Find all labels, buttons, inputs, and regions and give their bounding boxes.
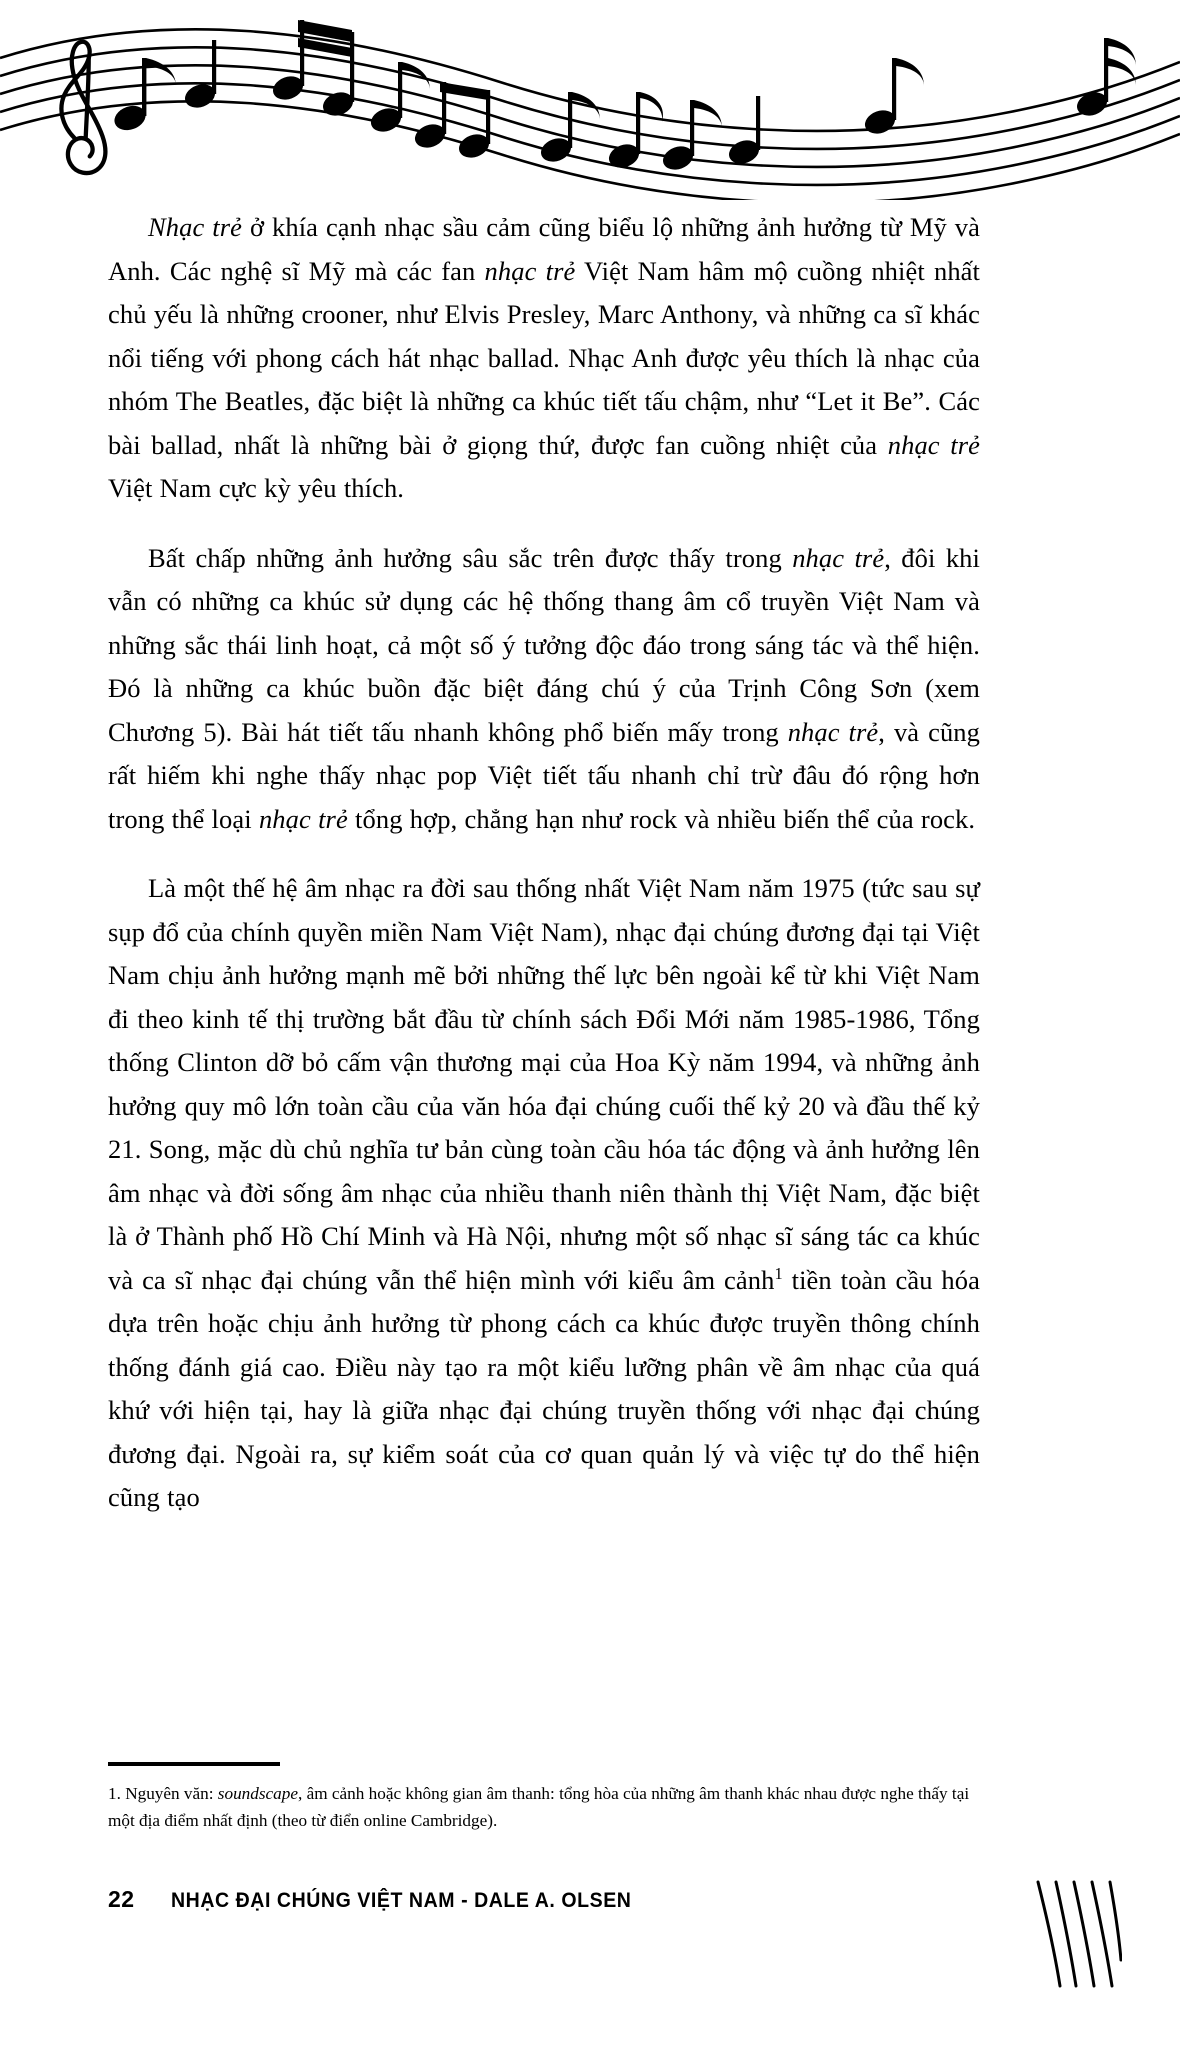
italic-run: nhạc trẻ: [484, 255, 576, 286]
text-run: Việt Nam cực kỳ yêu thích.: [108, 473, 405, 503]
page-footer: [108, 1886, 980, 1913]
italic-run: Nhạc trẻ: [148, 212, 243, 242]
page-number: 22: [108, 1886, 135, 1912]
eighth-note-icon: [862, 58, 924, 138]
text-run: , âm cảnh hoặc không gian âm thanh: tổng hòa của những âm thanh khác nhau được nghe thấy tại một địa điểm nhất định (theo từ điển online Cambridge).: [108, 1784, 970, 1830]
text-run: tiền toàn cầu hóa dựa trên hoặc chịu ảnh hưởng từ phong cách ca khúc được truyền thông chính thống đánh giá cao. Điều này tạo ra một kiểu lưỡng phân về âm nhạc của quá khứ với hiện tại, hay là giữa nhạc đại chúng truyền thống với nhạc đại chúng đương đại. Ngoài ra, sự kiểm soát của cơ quan quản lý và việc tự do thể hiện cũng tạo: [108, 1264, 980, 1512]
footnote-divider: [108, 1762, 280, 1766]
beamed-eighth-notes-icon: [270, 20, 357, 120]
music-staff-decoration: [0, 0, 1180, 200]
eighth-note-icon: [538, 92, 600, 166]
italic-run: nhạc trẻ: [258, 803, 348, 834]
footnote-1: [108, 1780, 980, 1834]
text-run: Bất chấp những ảnh hưởng sâu sắc trên được thấy trong: [148, 542, 793, 573]
footnote-block: [108, 1762, 980, 1834]
italic-run: soundscape: [217, 1784, 298, 1803]
beamed-eighth-notes-icon: [412, 82, 493, 162]
paragraph-1: [108, 206, 980, 511]
text-run: ở khía cạnh nhạc sầu cảm cũng biểu lộ những ảnh hưởng từ Mỹ và Anh. Các nghệ sĩ Mỹ mà các fan: [108, 212, 980, 286]
quarter-note-icon: [606, 92, 663, 172]
edge-marks-svg: [1032, 1880, 1122, 1990]
staff-lines: [0, 29, 1180, 200]
text-run: Là một thế hệ âm nhạc ra đời sau thống nhất Việt Nam năm 1975 (tức sau sự sụp đổ của chính quyền miền Nam Việt Nam), nhạc đại chúng đương đại tại Việt Nam chịu ảnh hưởng mạnh mẽ bởi những thế lực bên ngoài kể từ khi Việt Nam đi theo kinh tế thị trường bắt đầu từ chính sách Đổi Mới năm 1985-1986, Tổng thống Clinton dỡ bỏ cấm vận thương mại của Hoa Kỳ năm 1994, và những ảnh hưởng quy mô lớn toàn cầu của văn hóa đại chúng cuối thế kỷ 20 và đầu thế kỷ 21. Song, mặc dù chủ nghĩa tư bản cùng toàn cầu hóa tác động và ảnh hưởng lên âm nhạc và đời sống âm nhạc của nhiều thanh niên thành thị Việt Nam, đặc biệt là ở Thành phố Hồ Chí Minh và Hà Nội, nhưng một số nhạc sĩ sáng tác ca khúc và ca sĩ nhạc đại chúng vẫn thể hiện mình với kiểu âm cảnh: [108, 873, 980, 1295]
treble-clef-icon: [61, 42, 105, 173]
eighth-note-icon: [111, 58, 176, 134]
music-staff-svg: [0, 0, 1180, 200]
paragraph-2: [108, 537, 980, 842]
text-run: Việt Nam hâm mộ cuồng nhiệt nhất chủ yếu là những crooner, như Elvis Presley, Marc Anthony, và những ca sĩ khác nổi tiếng với phong cách hát nhạc ballad. Nhạc Anh được yêu thích là nhạc của nhóm The Beatles, đặc biệt là những ca khúc tiết tấu chậm, như “Let it Be”. Các bài ballad, nhất là những bài ở giọng thứ, được fan cuồng nhiệt của: [108, 255, 981, 460]
eighth-note-icon: [368, 62, 430, 136]
page-edge-marks: [1032, 1880, 1122, 1990]
text-run: , đôi khi vẫn có những ca khúc sử dụng các hệ thống thang âm cổ truyền Việt Nam và những sắc thái linh hoạt, cả một số ý tưởng độc đáo trong sáng tác và thể hiện. Đó là những ca khúc buồn đặc biệt đáng chú ý của Trịnh Công Sơn (xem Chương 5). Bài hát tiết tấu nhanh không phổ biến mấy trong: [108, 542, 980, 747]
italic-run: nhạc trẻ: [792, 542, 885, 573]
quarter-note-icon: [726, 96, 763, 168]
text-run: tổng hợp, chẳng hạn như rock và nhiều biến thể của rock.: [347, 803, 976, 834]
paragraph-3: [108, 867, 980, 1520]
sixteenth-note-icon: [1074, 38, 1136, 120]
text-run: , và cũng rất hiếm khi nghe thấy nhạc pop Việt tiết tấu nhanh chỉ trừ đâu đó rộng hơn trong thể loại: [108, 716, 981, 834]
italic-run: nhạc trẻ: [787, 716, 879, 747]
text-run: 1. Nguyên văn:: [108, 1784, 218, 1803]
italic-run: nhạc trẻ: [887, 429, 980, 460]
page-text-column: [108, 206, 980, 1520]
running-head: NHẠC ĐẠI CHÚNG VIỆT NAM - DALE A. OLSEN: [170, 1889, 632, 1912]
footnote-reference: 1: [774, 1263, 783, 1283]
quarter-note-icon: [182, 40, 219, 112]
eighth-note-icon: [660, 100, 722, 174]
